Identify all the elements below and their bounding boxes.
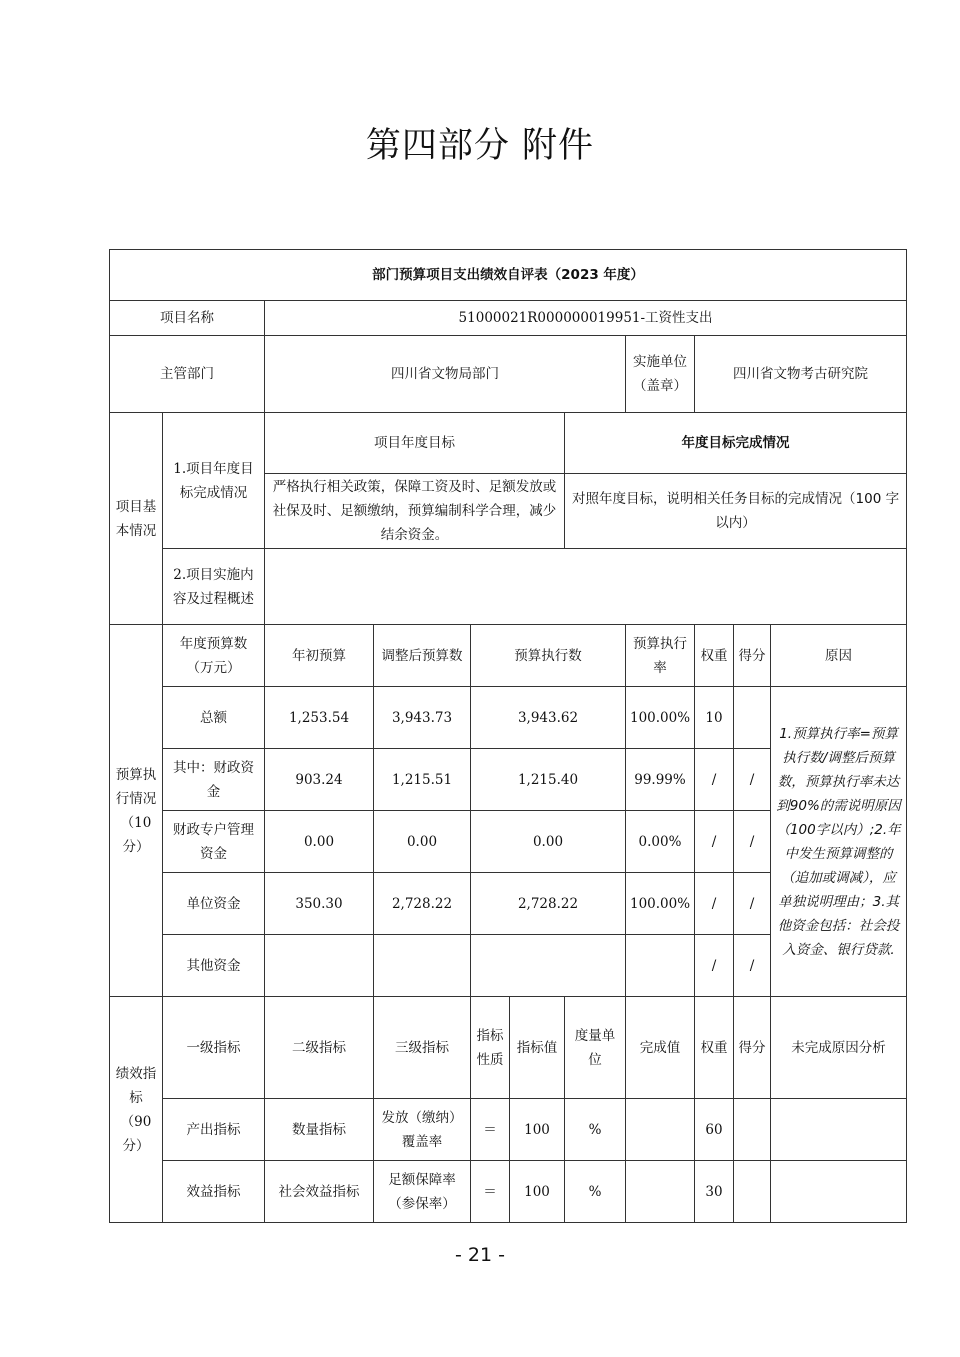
budget-rate: 100.00% — [626, 873, 695, 935]
budget-executed: 2,728.22 — [471, 873, 626, 935]
perf-header-score: 得分 — [734, 997, 771, 1099]
budget-initial: 903.24 — [265, 749, 374, 811]
budget-header-reason: 原因 — [771, 625, 907, 687]
performance-evaluation-table — [109, 249, 906, 1210]
perf-unit: % — [565, 1099, 626, 1161]
perf-section-label: 绩效指标（90分） — [110, 997, 163, 1223]
perf-actual — [626, 1099, 695, 1161]
budget-row-label: 其中：财政资金 — [163, 749, 265, 811]
completion-header: 年度目标完成情况 — [565, 413, 907, 474]
perf-header-value: 指标值 — [510, 997, 565, 1099]
completion-text: 对照年度目标，说明相关任务目标的完成情况（100 字以内） — [565, 474, 907, 549]
perf-header-level2: 二级指标 — [265, 997, 374, 1099]
goal-row-label: 1.项目年度目标完成情况 — [163, 413, 265, 549]
perf-reason — [771, 1161, 907, 1223]
perf-weight: 30 — [695, 1161, 734, 1223]
budget-section-label: 预算执行情况（10分） — [110, 625, 163, 997]
perf-value: 100 — [510, 1161, 565, 1223]
perf-weight: 60 — [695, 1099, 734, 1161]
table-row — [110, 1161, 907, 1223]
budget-initial — [265, 935, 374, 997]
perf-level3: 足额保障率（参保率） — [374, 1161, 471, 1223]
budget-executed — [471, 935, 626, 997]
budget-header-initial: 年初预算 — [265, 625, 374, 687]
table-row — [110, 687, 907, 749]
perf-header-unit: 度量单位 — [565, 997, 626, 1099]
budget-adjusted — [374, 935, 471, 997]
budget-score: / — [734, 935, 771, 997]
perf-nature: ＝ — [471, 1099, 510, 1161]
budget-weight: / — [695, 935, 734, 997]
budget-adjusted: 0.00 — [374, 811, 471, 873]
budget-row-label: 其他资金 — [163, 935, 265, 997]
perf-level2: 社会效益指标 — [265, 1161, 374, 1223]
page-title: 第四部分 附件 — [365, 126, 595, 166]
budget-score: / — [734, 749, 771, 811]
perf-header-level1: 一级指标 — [163, 997, 265, 1099]
perf-unit: % — [565, 1161, 626, 1223]
budget-note: 1.预算执行率=预算执行数/调整后预算数，预算执行率未达到90%的需说明原因（100字以内）;2.年中发生预算调整的（追加或调减），应单独说明理由；3.其他资金包括：社会投入资金、银行贷款. — [771, 687, 907, 997]
table-row — [110, 1099, 907, 1161]
perf-value: 100 — [510, 1099, 565, 1161]
budget-adjusted: 1,215.51 — [374, 749, 471, 811]
perf-header-reason: 未完成原因分析 — [771, 997, 907, 1099]
budget-initial: 0.00 — [265, 811, 374, 873]
budget-adjusted: 3,943.73 — [374, 687, 471, 749]
perf-header-weight: 权重 — [695, 997, 734, 1099]
budget-initial: 350.30 — [265, 873, 374, 935]
budget-row-label: 总额 — [163, 687, 265, 749]
perf-header-actual: 完成值 — [626, 997, 695, 1099]
impl-overview-label: 2.项目实施内容及过程概述 — [163, 549, 265, 625]
budget-adjusted: 2,728.22 — [374, 873, 471, 935]
budget-weight: / — [695, 811, 734, 873]
budget-rate: 0.00% — [626, 811, 695, 873]
budget-weight: / — [695, 873, 734, 935]
budget-rate: 100.00% — [626, 687, 695, 749]
budget-weight: / — [695, 749, 734, 811]
perf-level2: 数量指标 — [265, 1099, 374, 1161]
perf-score — [734, 1161, 771, 1223]
perf-score — [734, 1099, 771, 1161]
project-name-label: 项目名称 — [110, 301, 265, 336]
goal-text: 严格执行相关政策，保障工资及时、足额发放或社保及时、足额缴纳，预算编制科学合理，减少结余资金。 — [265, 474, 565, 549]
budget-row-label: 单位资金 — [163, 873, 265, 935]
budget-header-rate: 预算执行率 — [626, 625, 695, 687]
page-number: - 21 - — [455, 1244, 505, 1266]
project-name-value: 51000021R000000019951-工资性支出 — [265, 301, 907, 336]
budget-header-score: 得分 — [734, 625, 771, 687]
budget-score: / — [734, 873, 771, 935]
budget-weight: 10 — [695, 687, 734, 749]
perf-nature: ＝ — [471, 1161, 510, 1223]
perf-level1: 产出指标 — [163, 1099, 265, 1161]
budget-header-executed: 预算执行数 — [471, 625, 626, 687]
impl-unit-value: 四川省文物考古研究院 — [695, 336, 907, 413]
budget-executed: 0.00 — [471, 811, 626, 873]
perf-level1: 效益指标 — [163, 1161, 265, 1223]
perf-actual — [626, 1161, 695, 1223]
budget-executed: 3,943.62 — [471, 687, 626, 749]
budget-header-weight: 权重 — [695, 625, 734, 687]
perf-level3: 发放（缴纳）覆盖率 — [374, 1099, 471, 1161]
dept-label: 主管部门 — [110, 336, 265, 413]
budget-score — [734, 687, 771, 749]
budget-score: / — [734, 811, 771, 873]
table-caption: 部门预算项目支出绩效自评表（2023 年度） — [110, 250, 907, 301]
perf-header-nature: 指标性质 — [471, 997, 510, 1099]
budget-rate: 99.99% — [626, 749, 695, 811]
impl-overview-value — [265, 549, 907, 625]
goal-header: 项目年度目标 — [265, 413, 565, 474]
budget-rate — [626, 935, 695, 997]
budget-header-adjusted: 调整后预算数 — [374, 625, 471, 687]
budget-initial: 1,253.54 — [265, 687, 374, 749]
budget-row-label: 财政专户管理资金 — [163, 811, 265, 873]
budget-header-annual: 年度预算数（万元） — [163, 625, 265, 687]
basic-info-label: 项目基本情况 — [110, 413, 163, 625]
impl-unit-label: 实施单位（盖章） — [626, 336, 695, 413]
perf-header-level3: 三级指标 — [374, 997, 471, 1099]
dept-value: 四川省文物局部门 — [265, 336, 626, 413]
perf-reason — [771, 1099, 907, 1161]
budget-executed: 1,215.40 — [471, 749, 626, 811]
